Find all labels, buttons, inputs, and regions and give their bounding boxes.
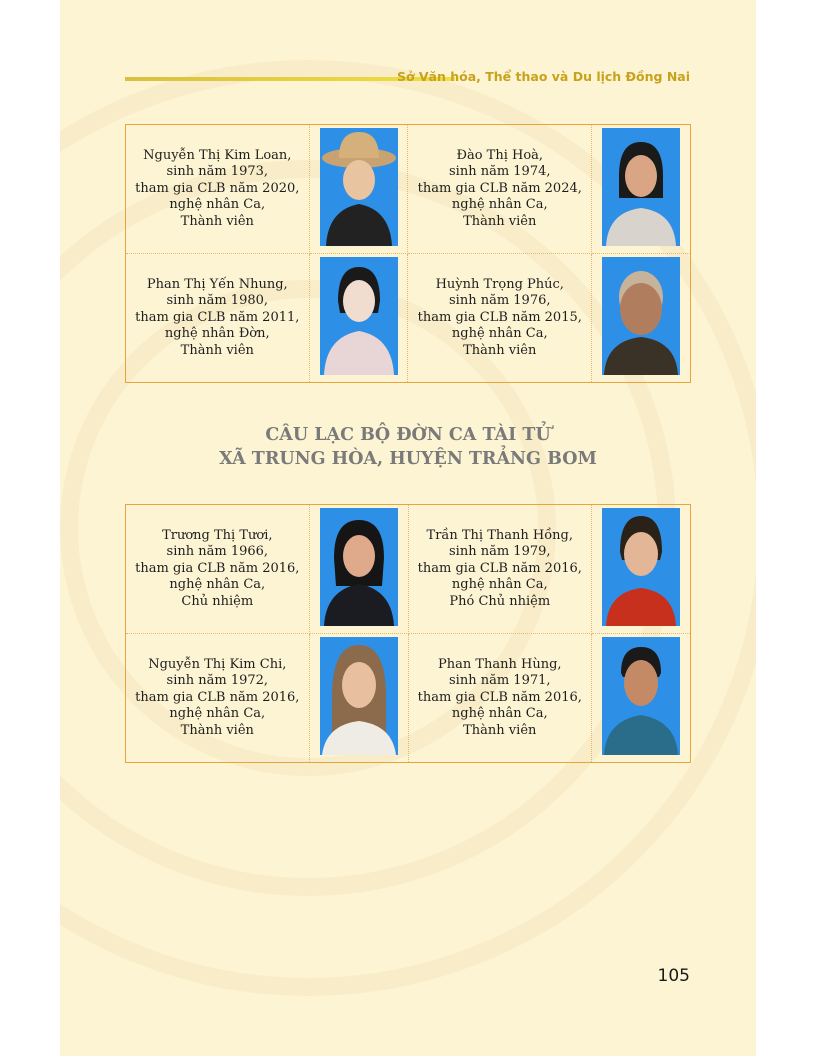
member-joined: tham gia CLB năm 2011, [135,309,300,325]
member-joined: tham gia CLB năm 2024, [417,180,582,196]
member-info [408,634,592,763]
member-name: Nguyễn Thị Kim Chi, [148,656,287,672]
member-role: nghệ nhân Ca, [169,197,266,213]
member-info [126,634,310,763]
member-name: Trần Thị Thanh Hồng, [426,527,574,543]
member-portrait [320,257,398,375]
member-role: nghệ nhân Ca, [451,577,548,593]
member-joined: tham gia CLB năm 2016, [135,689,300,705]
member-portrait [602,637,680,755]
member-photo-cell [309,254,408,383]
member-birth: sinh năm 1980, [166,293,269,309]
table-row [126,505,691,634]
member-info [126,505,310,634]
member-position: Thành viên [463,722,537,738]
member-portrait [320,128,398,246]
member-birth: sinh năm 1976, [449,293,551,309]
table-row [126,125,691,254]
member-role: nghệ nhân Ca, [451,326,548,342]
member-role: nghệ nhân Ca, [169,706,266,722]
member-photo-cell [592,254,691,383]
member-position: Thành viên [463,342,537,358]
member-info [126,125,310,254]
member-photo-cell [592,634,691,763]
member-role: nghệ nhân Ca, [451,706,548,722]
member-birth: sinh năm 1972, [166,673,269,689]
member-role: nghệ nhân Ca, [451,197,548,213]
member-position: Thành viên [180,342,254,358]
member-joined: tham gia CLB năm 2020, [135,180,300,196]
member-info [408,505,592,634]
member-photo-cell [592,125,691,254]
member-photo-cell [309,505,408,634]
member-position: Thành viên [180,722,254,738]
member-photo-cell [309,634,408,763]
member-name: Trương Thị Tươi, [162,527,273,543]
member-portrait [320,637,398,755]
club-title-line-2: XÃ TRUNG HÒA, HUYỆN TRẢNG BOM [219,449,597,469]
table-row [126,634,691,763]
member-birth: sinh năm 1971, [449,673,551,689]
member-role: nghệ nhân Ca, [169,577,266,593]
header-title: Sở Văn hóa, Thể thao và Du lịch Đồng Nai [396,69,690,84]
member-joined: tham gia CLB năm 2016, [135,560,300,576]
member-name: Nguyễn Thị Kim Loan, [143,147,292,163]
member-portrait [602,128,680,246]
member-role: nghệ nhân Đờn, [164,326,270,342]
member-info [126,254,310,383]
member-birth: sinh năm 1966, [166,544,269,560]
club-title [60,423,756,471]
member-portrait [320,508,398,626]
member-joined: tham gia CLB năm 2016, [417,560,582,576]
member-name: Huỳnh Trọng Phúc, [435,276,564,292]
member-info [408,125,592,254]
table-row [126,254,691,383]
members-table-top [125,124,691,383]
member-name: Phan Thị Yến Nhung, [146,276,288,292]
members-table-bottom [125,504,691,763]
member-position: Phó Chủ nhiệm [449,593,551,609]
member-portrait [602,257,680,375]
member-position: Thành viên [180,213,254,229]
member-joined: tham gia CLB năm 2015, [417,309,582,325]
member-position: Thành viên [463,213,537,229]
member-portrait [602,508,680,626]
member-birth: sinh năm 1979, [449,544,551,560]
page-number: 105 [657,966,690,986]
member-birth: sinh năm 1974, [449,164,551,180]
member-name: Phan Thanh Hùng, [437,656,562,672]
member-position: Chủ nhiệm [181,593,254,609]
member-info [408,254,592,383]
member-joined: tham gia CLB năm 2016, [417,689,582,705]
member-photo-cell [592,505,691,634]
member-name: Đào Thị Hoà, [456,147,544,163]
member-birth: sinh năm 1973, [166,164,269,180]
member-photo-cell [309,125,408,254]
club-title-line-1: CÂU LẠC BỘ ĐỜN CA TÀI TỬ [265,425,551,445]
